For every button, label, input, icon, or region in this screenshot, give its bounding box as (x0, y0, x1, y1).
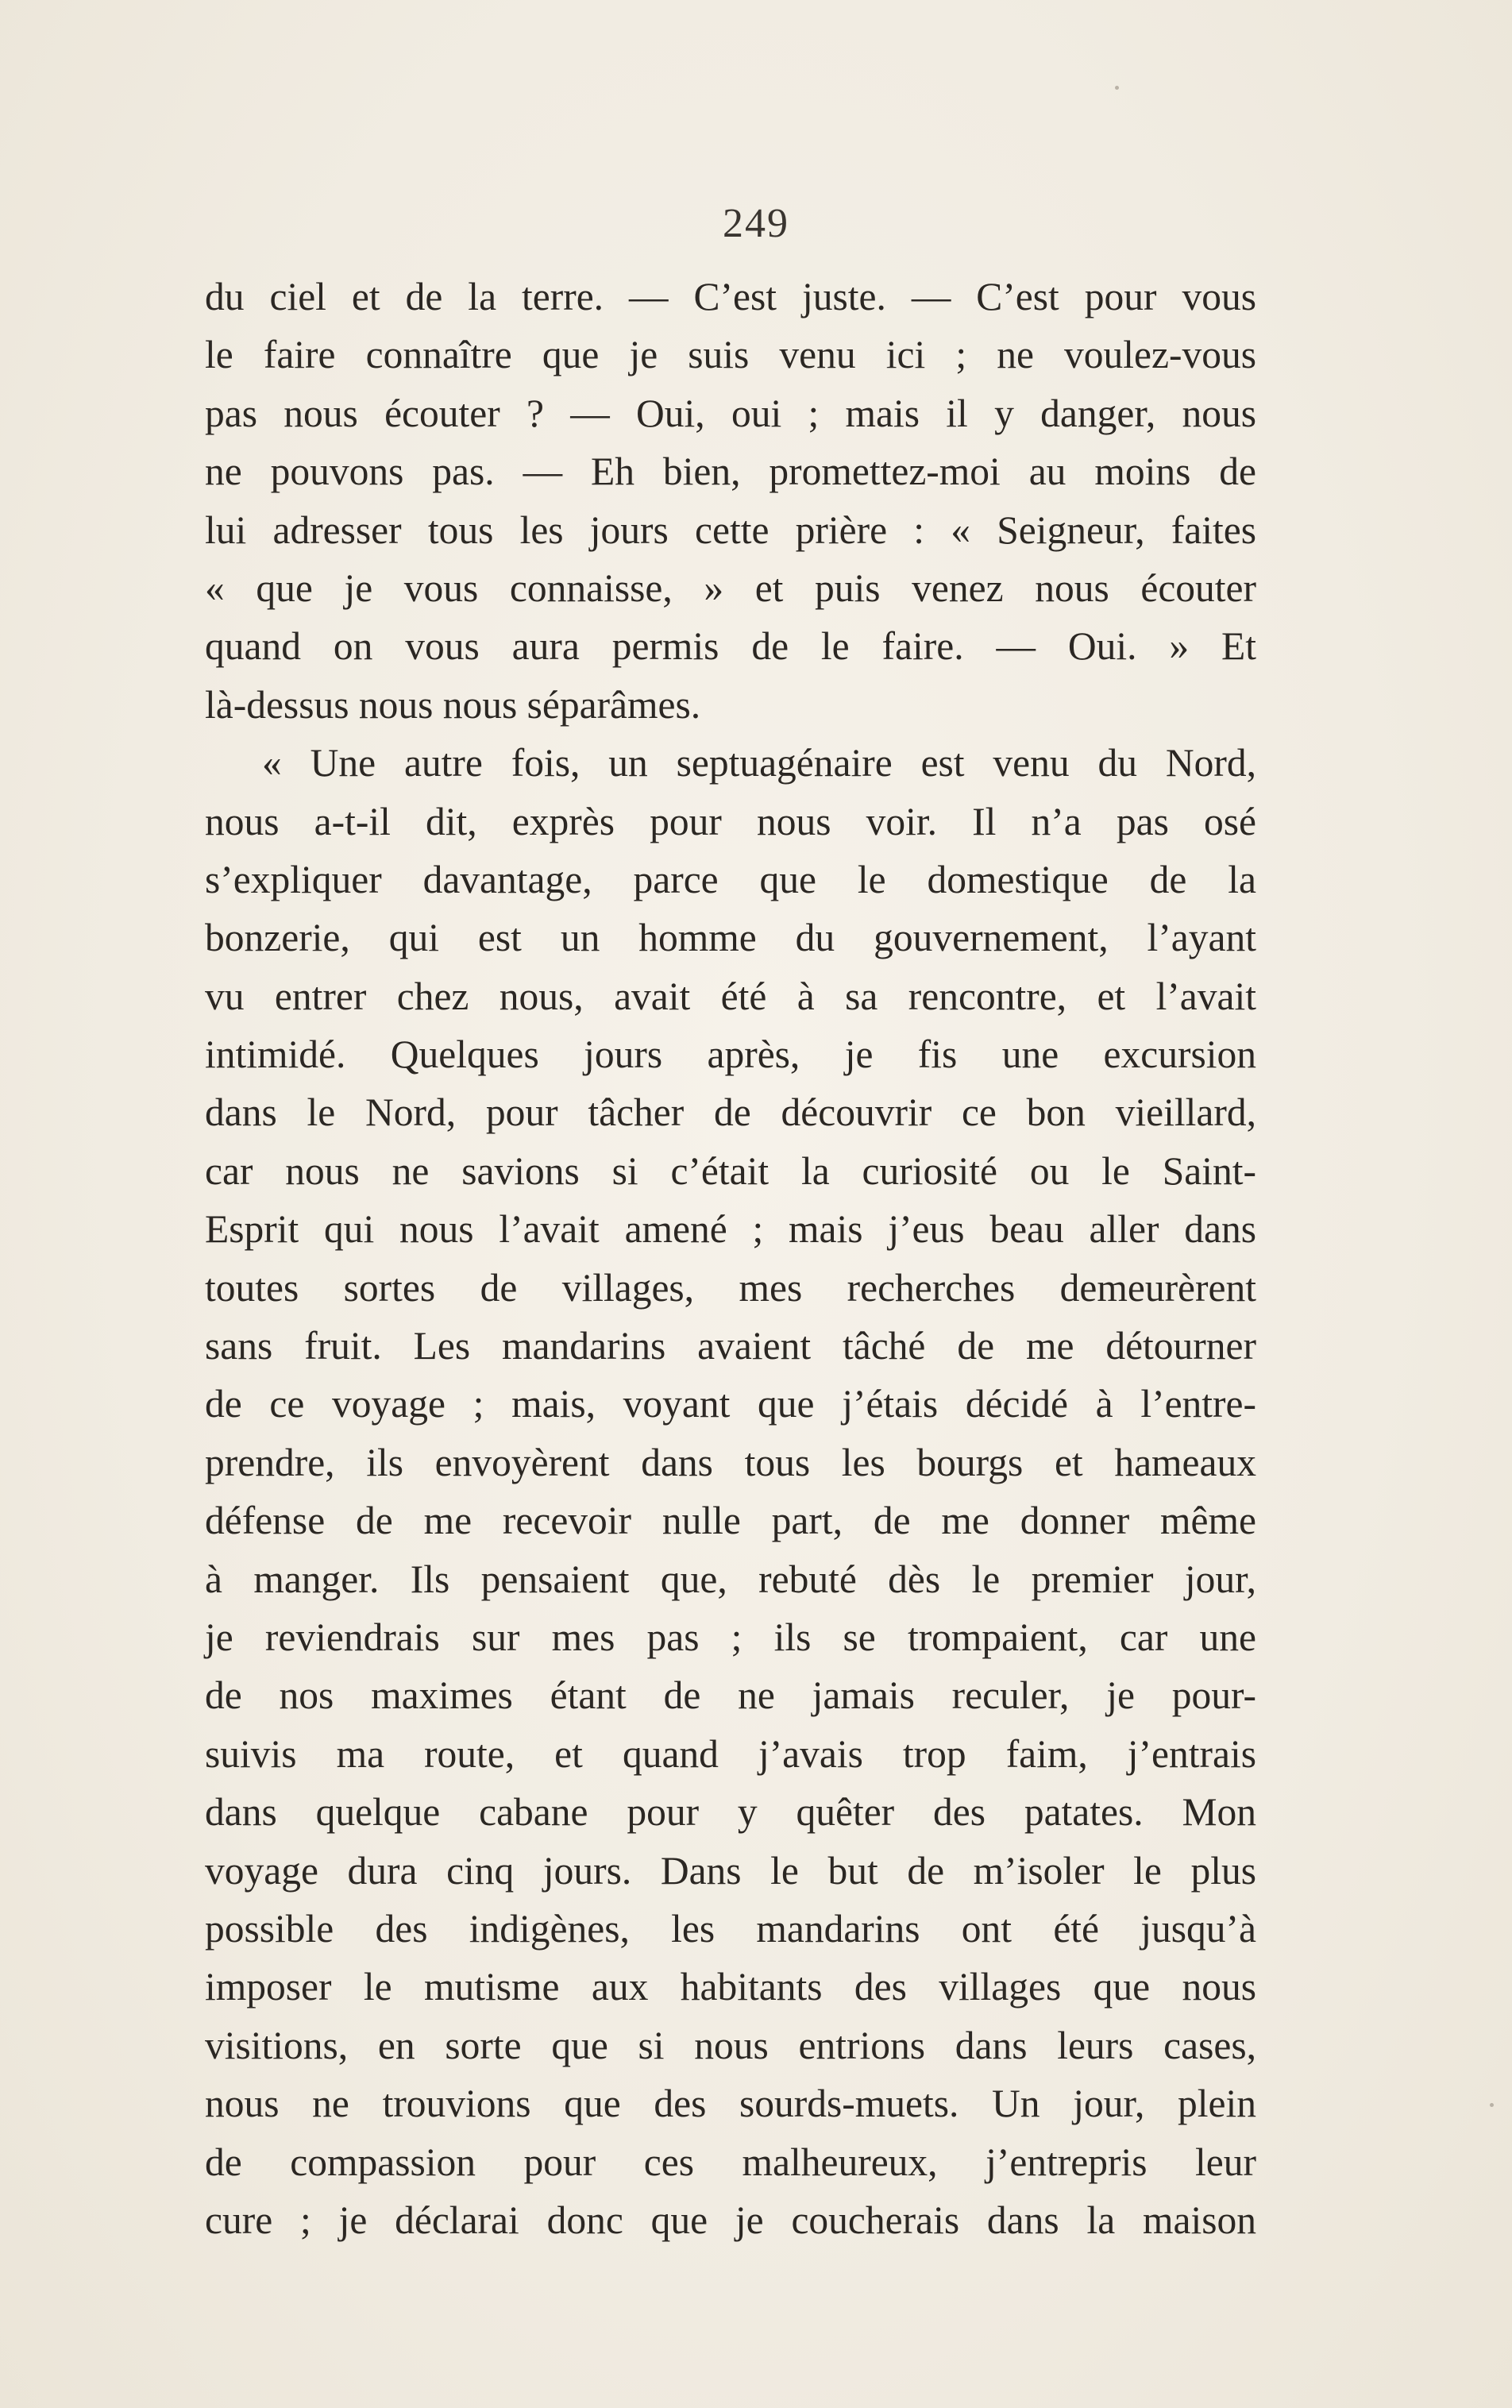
text-line: nous a-t-il dit, exprès pour nous voir. Il n’a pas osé (205, 799, 1256, 843)
text-line: car nous ne savions si c’était la curiosité ou le Saint- (205, 1148, 1256, 1193)
paper-speck (1115, 86, 1119, 90)
text-line: nous ne trouvions que des sourds-muets. Un jour, plein (205, 2082, 1256, 2126)
paper-speck (1490, 2103, 1494, 2107)
paragraph-start-line: « Une autre fois, un septuagénaire est venu du Nord, (262, 741, 1256, 785)
text-line: visitions, en sorte que si nous entrions dans leurs cases, (205, 2023, 1256, 2067)
text-line: vu entrer chez nous, avait été à sa rencontre, et l’avait (205, 974, 1256, 1018)
text-line: bonzerie, qui est un homme du gouvernement, l’ayant (205, 916, 1256, 960)
text-line: à manger. Ils pensaient que, rebuté dès le premier jour, (205, 1557, 1256, 1601)
text-line: voyage dura cinq jours. Dans le but de m’isoler le plus (205, 1848, 1256, 1893)
text-line: « que je vous connaisse, » et puis venez nous écouter (205, 565, 1256, 610)
text-line: toutes sortes de villages, mes recherches demeurèrent (205, 1265, 1256, 1310)
text-line: je reviendrais sur mes pas ; ils se trompaient, car une (205, 1615, 1256, 1659)
text-line: ne pouvons pas. — Eh bien, promettez-moi au moins de (205, 450, 1256, 494)
text-line: prendre, ils envoyèrent dans tous les bourgs et hameaux (205, 1440, 1256, 1484)
text-line: de nos maximes étant de ne jamais reculer, je pour- (205, 1673, 1256, 1718)
text-line: intimidé. Quelques jours après, je fis une excursion (205, 1032, 1256, 1077)
text-line: cure ; je déclarai donc que je coucherais dans la maison (205, 2198, 1256, 2242)
text-line: de ce voyage ; mais, voyant que j’étais décidé à l’entre- (205, 1382, 1256, 1426)
text-line: sans fruit. Les mandarins avaient tâché de me détourner (205, 1324, 1256, 1368)
text-line: là-dessus nous nous séparâmes. (205, 682, 701, 727)
text-line: possible des indigènes, les mandarins ont été jusqu’à (205, 1906, 1256, 1951)
text-line: Esprit qui nous l’avait amené ; mais j’eus beau aller dans (205, 1207, 1256, 1252)
text-line: lui adresser tous les jours cette prière : « Seigneur, faites (205, 507, 1256, 552)
text-line: pas nous écouter ? — Oui, oui ; mais il y danger, nous (205, 391, 1256, 435)
text-line: s’expliquer davantage, parce que le domestique de la (205, 857, 1256, 901)
text-line: défense de me recevoir nulle part, de me donner même (205, 1499, 1256, 1543)
text-line: suivis ma route, et quand j’avais trop faim, j’entrais (205, 1731, 1256, 1776)
text-line: le faire connaître que je suis venu ici ; ne voulez-vous (205, 333, 1256, 377)
text-line: dans le Nord, pour tâcher de découvrir ce bon vieillard, (205, 1090, 1256, 1135)
text-line: de compassion pour ces malheureux, j’entrepris leur (205, 2140, 1256, 2184)
text-line: quand on vous aura permis de le faire. — Oui. » Et (205, 624, 1256, 669)
text-line: imposer le mutisme aux habitants des villages que nous (205, 1965, 1256, 2009)
text-line: dans quelque cabane pour y quêter des patates. Mon (205, 1790, 1256, 1835)
text-line: du ciel et de la terre. — C’est juste. — C’est pour vous (205, 275, 1256, 318)
page-number: 249 (723, 201, 789, 246)
body-text (205, 268, 1256, 2249)
